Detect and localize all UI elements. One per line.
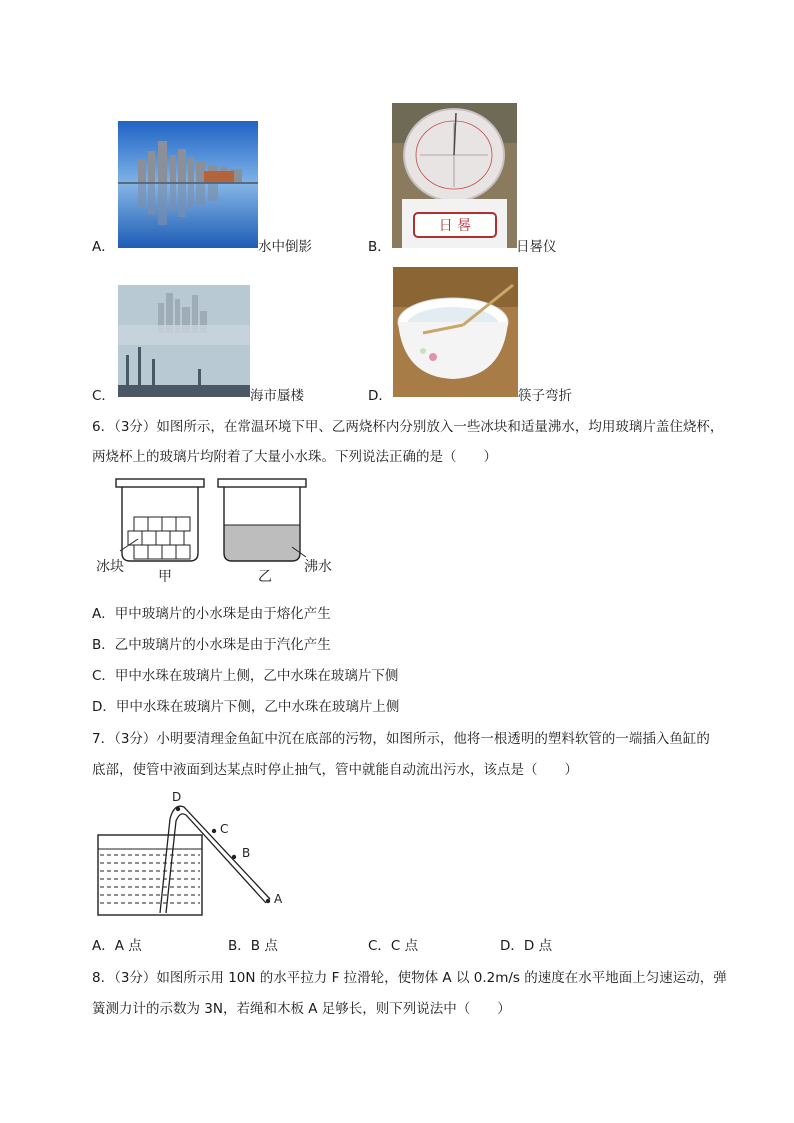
point-b-label: B [242, 846, 251, 860]
q6-text-line1: 6．（3分）如图所示，在常温环境下甲、乙两烧杯内分别放入一些冰块和适量沸水，均用玻璃片盖住烧杯， [92, 419, 724, 435]
beaker-figure [92, 473, 352, 585]
option-c-caption: 海市蜃楼 [250, 388, 304, 404]
q6-text-line2: 两烧杯上的玻璃片均附着了大量小水珠。下列说法正确的是（ ） [92, 449, 497, 465]
chopstick-bowl-photo [393, 267, 518, 397]
sundial-plaque-text: 日 晷 [438, 218, 472, 234]
q8-text-line2: 簧测力计的示数为 3N，若绳和木板 A 足够长，则下列说法中（ ） [92, 1001, 511, 1017]
city-reflection-photo [118, 121, 258, 248]
q7-option-b: B．B 点 [228, 938, 278, 954]
option-a-caption: 水中倒影 [258, 239, 312, 255]
q6-option-d: D．甲中水珠在玻璃片下侧，乙中水珠在玻璃片上侧 [92, 699, 400, 715]
label-boiling: 沸水 [304, 559, 332, 575]
q7-option-a: A．A 点 [92, 938, 142, 954]
option-b-letter: B． [368, 239, 391, 255]
option-a-letter: A． [92, 239, 115, 255]
sundial-photo [392, 103, 517, 248]
point-d-label: D [172, 790, 182, 804]
point-a-label: A [274, 892, 283, 906]
option-d-letter: D． [368, 388, 392, 404]
mirage-photo [118, 285, 250, 397]
label-jia: 甲 [158, 569, 172, 585]
option-d-caption: 筷子弯折 [518, 388, 572, 404]
label-yi: 乙 [258, 569, 272, 585]
siphon-figure [92, 787, 292, 919]
option-c-letter: C． [92, 388, 115, 404]
q6-option-c: C．甲中水珠在玻璃片上侧，乙中水珠在玻璃片下侧 [92, 668, 399, 684]
q6-option-b: B．乙中玻璃片的小水珠是由于汽化产生 [92, 637, 331, 653]
q8-text-line1: 8．（3分）如图所示用 10N 的水平拉力 F 拉滑轮，使物体 A 以 0.2m/s 的速度在水平地面上匀速运动，弹 [92, 970, 727, 986]
q7-option-d: D．D 点 [500, 938, 553, 954]
q7-text-line1: 7．（3分）小明要清理金鱼缸中沉在底部的污物，如图所示，他将一根透明的塑料软管的一端插入鱼缸的 [92, 731, 710, 747]
point-c-label: C [220, 822, 229, 836]
option-b-caption: 日晷仪 [516, 239, 557, 255]
q7-option-c: C．C 点 [368, 938, 419, 954]
label-ice: 冰块 [96, 559, 124, 575]
q6-option-a: A．甲中玻璃片的小水珠是由于熔化产生 [92, 606, 331, 622]
q7-text-line2: 底部，使管中液面到达某点时停止抽气，管中就能自动流出污水，该点是（ ） [92, 762, 578, 778]
